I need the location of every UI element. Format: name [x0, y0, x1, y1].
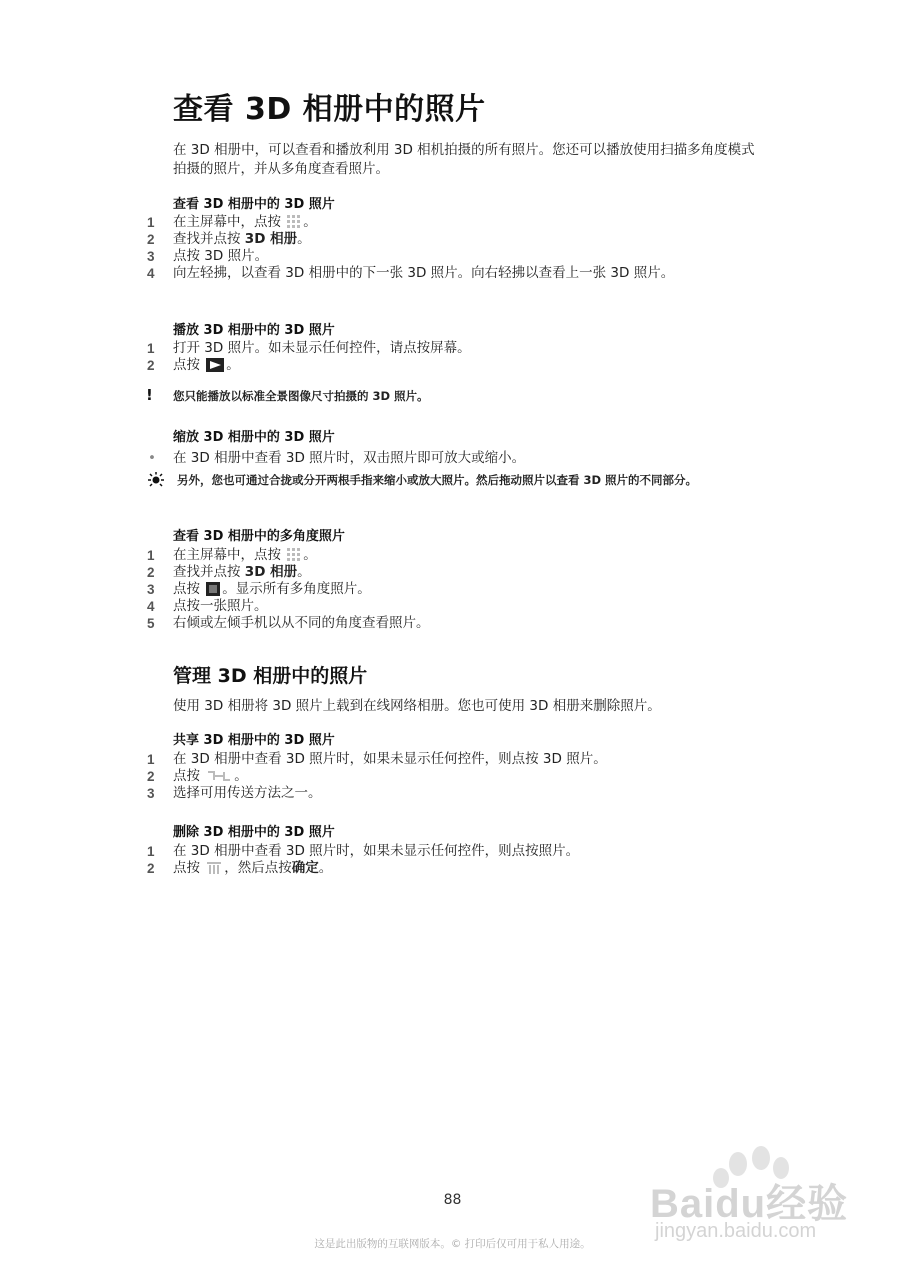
list-item: 1 在主屏幕中，点按 。: [147, 547, 317, 563]
play-heading: 播放 3D 相册中的 3D 照片: [173, 323, 335, 338]
trash-icon: [206, 861, 222, 875]
manage-heading: 管理 3D 相册中的照片: [173, 665, 368, 687]
list-item: 3 点按 。显示所有多角度照片。: [147, 581, 371, 597]
share-icon: [206, 769, 232, 783]
list-item: 4 向左轻拂，以查看 3D 相册中的下一张 3D 照片。向右轻拂以查看上一张 3D 照片。: [147, 265, 675, 281]
page-number: 88: [443, 1192, 462, 1208]
note: ! 您只能播放以标准全景图像尺寸拍摄的 3D 照片。: [146, 386, 429, 404]
list-item: 2 点按 。: [147, 357, 240, 373]
zoom-heading: 缩放 3D 相册中的 3D 照片: [173, 430, 335, 445]
list-item: 1 打开 3D 照片。如未显示任何控件，请点按屏幕。: [147, 340, 471, 356]
view-steps: [147, 214, 747, 282]
list-item: 3 选择可用传送方法之一。: [147, 785, 322, 801]
apps-grid-icon: [287, 215, 301, 229]
page-title: 查看 3D 相册中的照片: [173, 92, 486, 127]
list-item: 1 在 3D 相册中查看 3D 照片时，如果未显示任何控件，则点按 3D 照片。: [147, 751, 607, 767]
apps-grid-icon: [287, 548, 301, 562]
watermark-brand: Baidu经验: [650, 1182, 849, 1226]
intro-paragraph: 在 3D 相册中，可以查看和播放利用 3D 相机拍摄的所有照片。您还可以播放使用扫描多角度模式拍摄的照片，并从多角度查看照片。: [173, 142, 755, 177]
play-steps: [147, 340, 747, 374]
list-item: 4 点按一张照片。: [147, 598, 268, 614]
list-item: 2 点按 。: [147, 768, 248, 784]
play-icon: [206, 358, 224, 372]
multi-angle-icon: [206, 582, 220, 596]
share-steps: [147, 751, 747, 802]
warning-icon: !: [146, 386, 153, 404]
list-item: 1 在 3D 相册中查看 3D 照片时，如果未显示任何控件，则点按照片。: [147, 843, 580, 859]
list-item: 5 右倾或左倾手机以从不同的角度查看照片。: [147, 615, 430, 631]
multi-heading: 查看 3D 相册中的多角度照片: [173, 529, 345, 544]
list-item: 2 查找并点按 3D 相册。: [147, 231, 311, 247]
footer-notice: 这是此出版物的互联网版本。© 打印后仅可用于私人用途。: [314, 1238, 591, 1250]
lightbulb-icon: [146, 472, 166, 488]
delete-heading: 删除 3D 相册中的 3D 照片: [173, 825, 335, 840]
view-heading: 查看 3D 相册中的 3D 照片: [173, 197, 335, 212]
watermark-url: jingyan.baidu.com: [655, 1220, 817, 1242]
list-item: 3 点按 3D 照片。: [147, 248, 269, 264]
delete-steps: [147, 843, 747, 877]
bullet-item: • 在 3D 相册中查看 3D 照片时，双击照片即可放大或缩小。: [148, 450, 526, 466]
multi-steps: [147, 547, 747, 632]
list-item: 2 查找并点按 3D 相册。: [147, 564, 311, 580]
list-item: 2 点按 ，然后点按确定。: [147, 860, 333, 876]
share-heading: 共享 3D 相册中的 3D 照片: [173, 733, 335, 748]
manage-intro: 使用 3D 相册将 3D 照片上载到在线网络相册。您也可使用 3D 相册来删除照片。: [173, 698, 661, 714]
list-item: 1 在主屏幕中，点按 。: [147, 214, 317, 230]
